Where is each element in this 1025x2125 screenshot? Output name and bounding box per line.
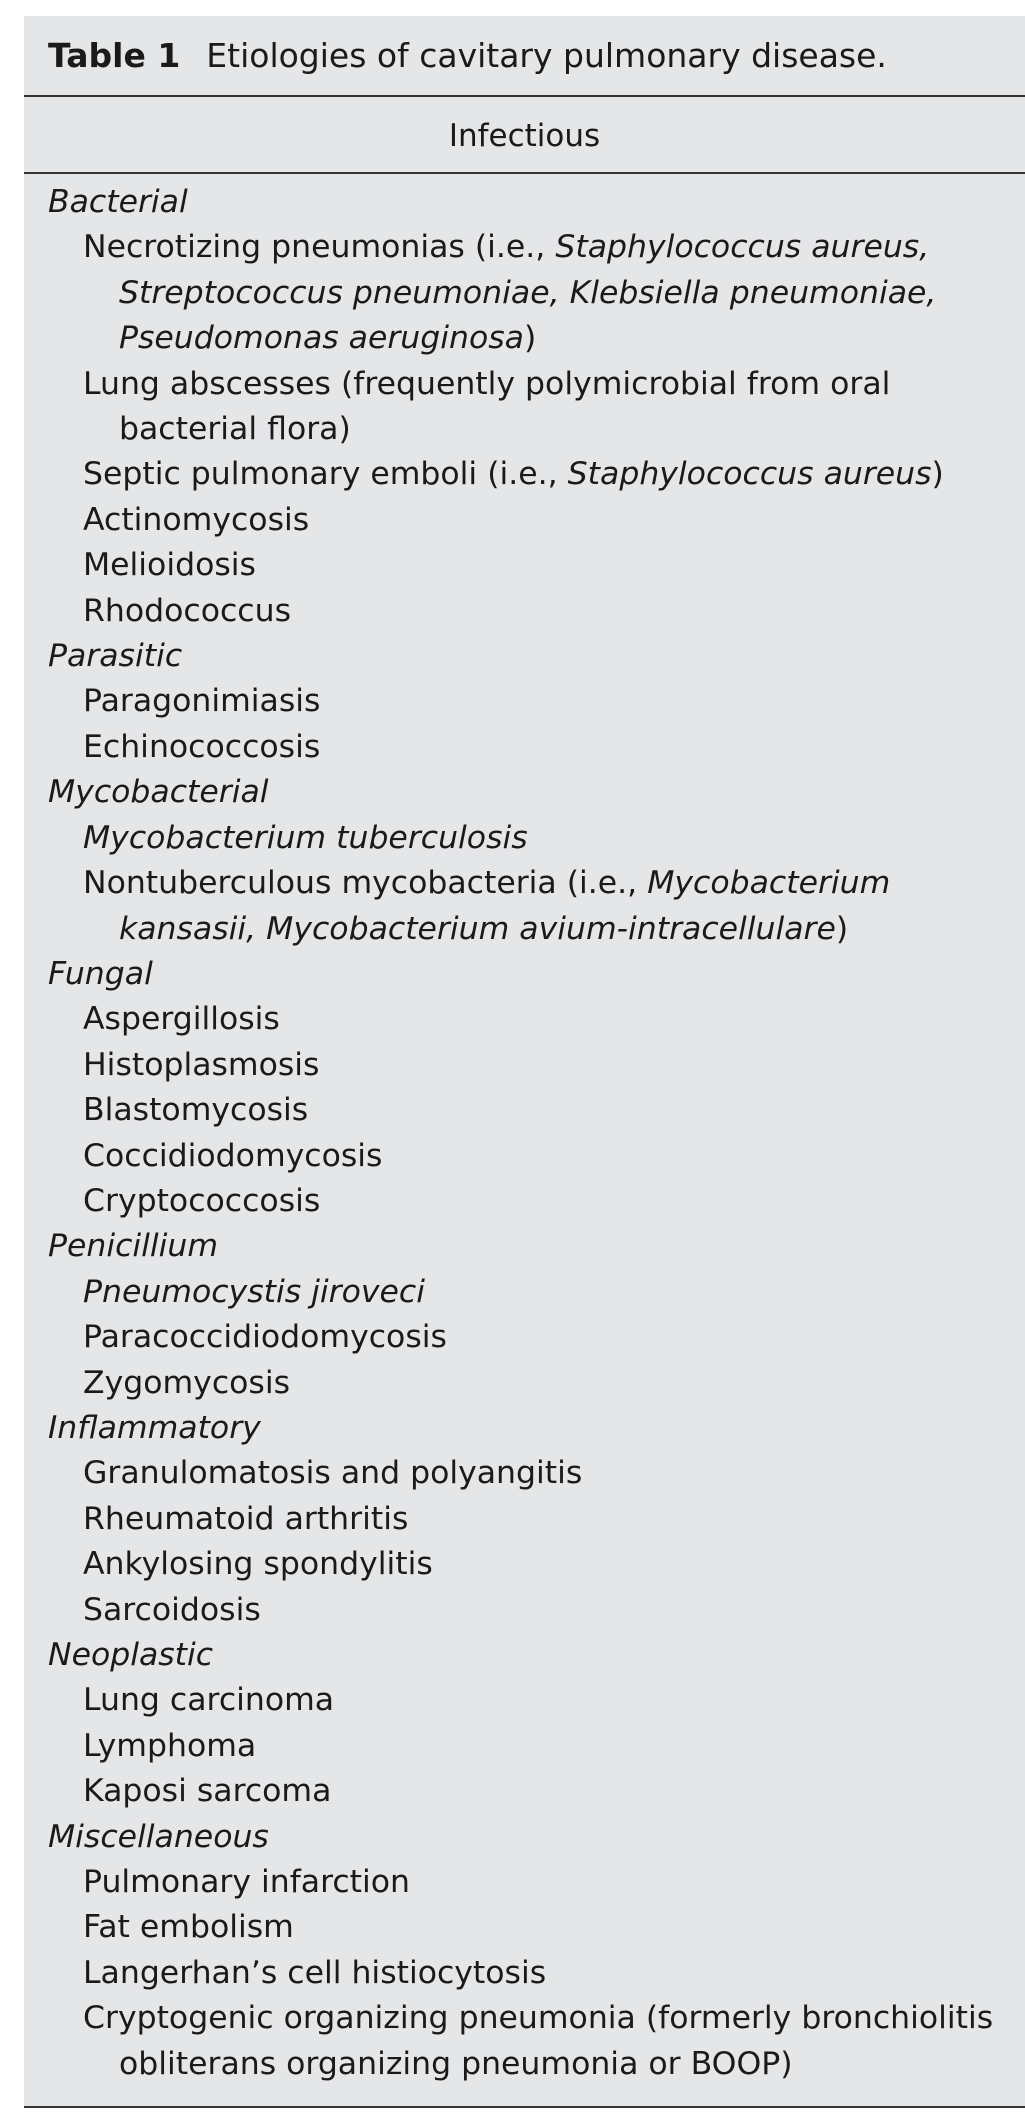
etiology-item xyxy=(24,1270,1025,1315)
text-run: Pseudomonas aeruginosa xyxy=(119,320,524,357)
text-run: Melioidosis xyxy=(83,547,256,584)
etiology-item xyxy=(24,1542,1025,1587)
text-run: Kaposi sarcoma xyxy=(83,1773,332,1810)
etiology-item xyxy=(24,1451,1025,1496)
etiology-item xyxy=(24,816,1025,861)
text-run: Mycobacterium xyxy=(647,865,891,902)
etiology-item-continuation xyxy=(24,907,1025,952)
category-heading xyxy=(24,634,1025,679)
caption-rule xyxy=(24,95,1025,97)
text-run: Miscellaneous xyxy=(48,1818,269,1855)
etiology-item xyxy=(24,1043,1025,1088)
etiology-item xyxy=(24,1724,1025,1769)
etiology-item xyxy=(24,1088,1025,1133)
text-run: Lymphoma xyxy=(83,1727,257,1764)
text-run: Staphylococcus aureus, xyxy=(555,229,930,266)
text-run: Zygomycosis xyxy=(83,1364,290,1401)
text-run: Mycobacterium tuberculosis xyxy=(83,819,528,856)
category-heading xyxy=(24,180,1025,225)
text-run: Fungal xyxy=(48,955,153,992)
text-run: Nontuberculous mycobacteria (i.e., xyxy=(83,865,648,902)
etiology-item xyxy=(24,589,1025,634)
etiology-item xyxy=(24,452,1025,497)
table-label: Table 1 xyxy=(48,36,181,75)
text-run: Fat embolism xyxy=(83,1909,294,1946)
text-run: Actinomycosis xyxy=(83,501,310,538)
category-heading xyxy=(24,1224,1025,1269)
text-run: Paragonimiasis xyxy=(83,683,321,720)
text-run: Langerhan’s cell histiocytosis xyxy=(83,1954,547,1991)
text-run: Rheumatoid arthritis xyxy=(83,1500,409,1537)
etiology-item xyxy=(24,1905,1025,1950)
etiology-item-continuation xyxy=(24,316,1025,361)
etiology-item xyxy=(24,861,1025,906)
etiology-item xyxy=(24,1361,1025,1406)
etiology-item xyxy=(24,1315,1025,1360)
text-run: Sarcoidosis xyxy=(83,1591,261,1628)
text-run: Coccidiodomycosis xyxy=(83,1137,383,1174)
text-run: Parasitic xyxy=(48,638,183,675)
bottom-rule xyxy=(24,2106,1025,2108)
text-run: Penicillium xyxy=(48,1228,219,1265)
etiology-item-continuation xyxy=(24,407,1025,452)
etiology-item xyxy=(24,1179,1025,1224)
text-run: ) xyxy=(931,456,944,493)
text-run: Cryptogenic organizing pneumonia (formerly bronchiolitis xyxy=(83,2000,994,2037)
text-run: Pulmonary infarction xyxy=(83,1864,411,1901)
etiology-item xyxy=(24,1769,1025,1814)
text-run: kansasii, Mycobacterium avium-intracellulare xyxy=(119,910,836,947)
text-run: Granulomatosis and polyangitis xyxy=(83,1455,583,1492)
column-header: Infectious xyxy=(448,118,601,154)
text-run: Aspergillosis xyxy=(83,1001,280,1038)
text-run: Mycobacterial xyxy=(48,774,269,811)
text-run: Blastomycosis xyxy=(83,1092,309,1129)
table-caption xyxy=(24,16,1025,96)
category-heading xyxy=(24,1406,1025,1451)
etiology-item xyxy=(24,1860,1025,1905)
etiology-item xyxy=(24,1588,1025,1633)
etiology-item xyxy=(24,1996,1025,2041)
text-run: obliterans organizing pneumonia or BOOP) xyxy=(119,2045,793,2082)
text-run: Necrotizing pneumonias (i.e., xyxy=(83,229,556,266)
etiology-item-continuation xyxy=(24,2042,1025,2087)
text-run: Bacterial xyxy=(48,184,188,220)
category-heading xyxy=(24,1815,1025,1860)
etiology-item xyxy=(24,1678,1025,1723)
etiology-item xyxy=(24,362,1025,407)
text-run: Paracoccidiodomycosis xyxy=(83,1319,447,1356)
text-run: Ankylosing spondylitis xyxy=(83,1546,433,1583)
header-rule xyxy=(24,172,1025,174)
etiology-item xyxy=(24,1134,1025,1179)
text-run: Echinococcosis xyxy=(83,728,321,765)
etiology-item xyxy=(24,679,1025,724)
etiology-item xyxy=(24,543,1025,588)
etiology-item-continuation xyxy=(24,271,1025,316)
text-run: Lung carcinoma xyxy=(83,1682,335,1719)
etiology-item xyxy=(24,997,1025,1042)
category-heading xyxy=(24,770,1025,815)
text-run: Staphylococcus aureus xyxy=(567,456,932,493)
text-run: Rhodococcus xyxy=(83,592,291,629)
etiology-item xyxy=(24,498,1025,543)
text-run: ) xyxy=(523,320,537,357)
etiology-item xyxy=(24,225,1025,270)
text-run: Inflammatory xyxy=(48,1409,261,1446)
etiology-item xyxy=(24,1951,1025,1996)
etiology-item xyxy=(24,725,1025,770)
text-run: bacterial flora) xyxy=(119,411,351,448)
text-run: Streptococcus pneumoniae, Klebsiella pneumoniae, xyxy=(119,274,937,311)
table-title: Etiologies of cavitary pulmonary disease. xyxy=(206,36,887,75)
text-run: ) xyxy=(835,910,849,947)
category-heading xyxy=(24,1633,1025,1678)
text-run: Septic pulmonary emboli (i.e., xyxy=(83,456,568,493)
etiology-item xyxy=(24,1497,1025,1542)
text-run: Neoplastic xyxy=(48,1637,214,1673)
category-heading xyxy=(24,952,1025,997)
etiology-list xyxy=(24,180,1025,2087)
text-run: Histoplasmosis xyxy=(83,1046,320,1083)
text-run: Lung abscesses (frequently polymicrobial from oral xyxy=(83,365,891,402)
text-run: Pneumocystis jiroveci xyxy=(83,1273,425,1310)
text-run: Cryptococcosis xyxy=(83,1182,321,1219)
